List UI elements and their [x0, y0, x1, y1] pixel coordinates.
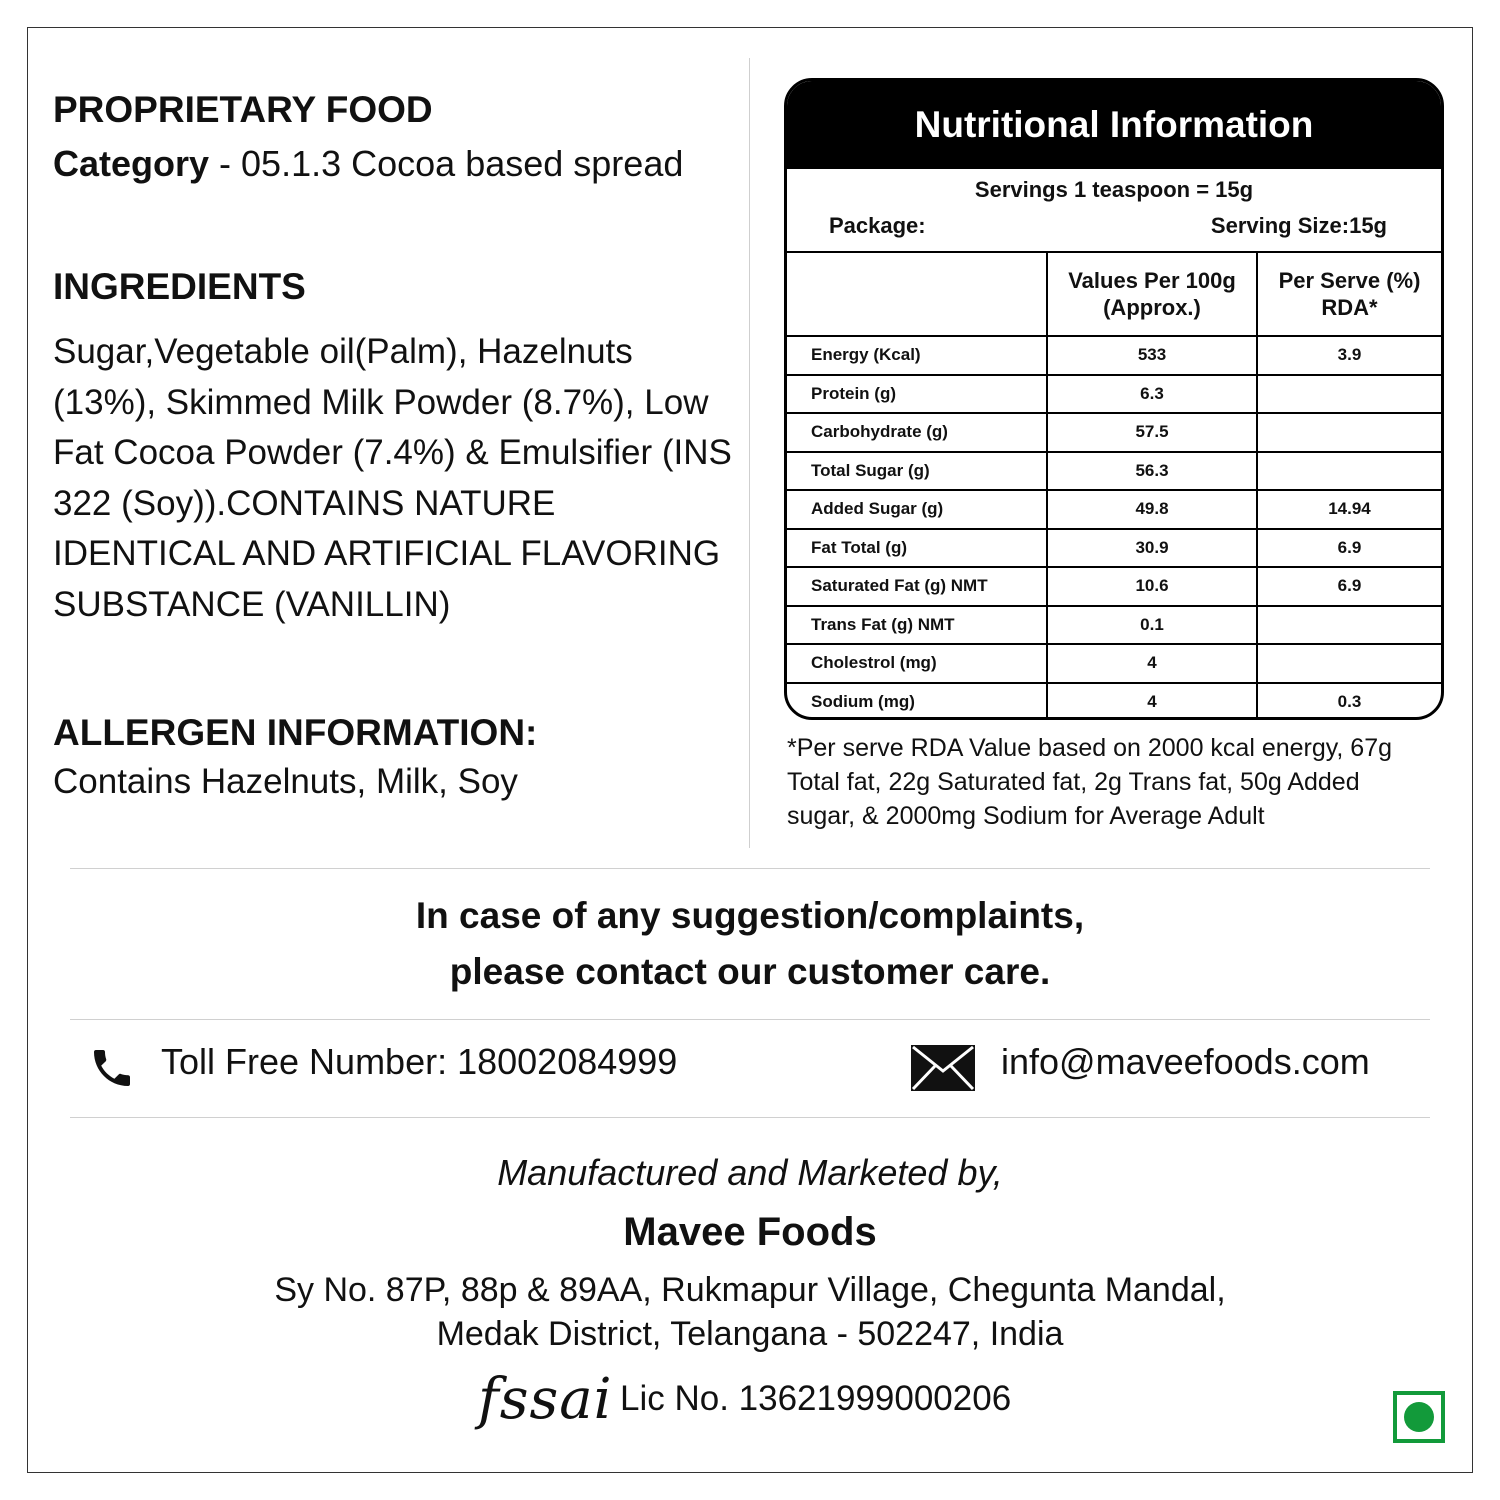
column-divider	[749, 58, 750, 848]
license-number: Lic No. 13621999000206	[620, 1379, 1012, 1418]
email-address: info@maveefoods.com	[1001, 1041, 1370, 1082]
nutrient-rda	[1257, 375, 1441, 414]
nutrient-name: Sodium (mg)	[787, 683, 1047, 721]
header-per100: Values Per 100g (Approx.)	[1047, 253, 1257, 336]
nutrient-per100: 57.5	[1047, 413, 1257, 452]
table-row	[787, 336, 1441, 375]
nutrient-per100: 4	[1047, 683, 1257, 721]
manufactured-by: Manufactured and Marketed by,	[497, 1152, 1003, 1193]
nutrient-rda: 6.9	[1257, 529, 1441, 568]
nutrient-per100: 0.1	[1047, 606, 1257, 645]
nutrient-rda	[1257, 606, 1441, 645]
nutrient-per100: 49.8	[1047, 490, 1257, 529]
header-rda: Per Serve (%) RDA*	[1257, 253, 1441, 336]
nutrient-name: Carbohydrate (g)	[787, 413, 1047, 452]
header-blank	[787, 253, 1047, 336]
table-row	[787, 452, 1441, 491]
table-row	[787, 413, 1441, 452]
fssai-logo: fssai	[478, 1367, 613, 1432]
customer-care-line-1: In case of any suggestion/complaints,	[415, 895, 1085, 936]
divider-line	[70, 1117, 1430, 1118]
nutrient-per100: 533	[1047, 336, 1257, 375]
veg-dot	[1404, 1402, 1434, 1432]
nutrient-per100: 56.3	[1047, 452, 1257, 491]
ingredients-text: Sugar,Vegetable oil(Palm), Hazelnuts (13%), Skimmed Milk Powder (8.7%), Low Fat Cocoa Powder (7.4%) & Emulsifier (INS 322 (Soy)).CONTAINS NATURE IDENTICAL AND ARTIFICIAL FLAVORING SUBSTANCE (VANILLIN)	[53, 332, 732, 624]
nutrient-per100: 4	[1047, 644, 1257, 683]
nutrition-table	[787, 253, 1441, 720]
nutrient-name: Saturated Fat (g) NMT	[787, 567, 1047, 606]
category-value: - 05.1.3 Cocoa based spread	[209, 143, 684, 184]
nutrient-name: Energy (Kcal)	[787, 336, 1047, 375]
allergen-heading: ALLERGEN INFORMATION:	[53, 712, 538, 753]
serving-info	[787, 169, 1441, 253]
nutrient-name: Trans Fat (g) NMT	[787, 606, 1047, 645]
ingredients-heading: INGREDIENTS	[53, 266, 306, 307]
left-column	[53, 88, 733, 801]
phone-icon	[88, 1044, 136, 1092]
nutrition-panel	[784, 78, 1444, 720]
table-row	[787, 644, 1441, 683]
nutrient-name: Fat Total (g)	[787, 529, 1047, 568]
table-row	[787, 375, 1441, 414]
nutrient-rda: 14.94	[1257, 490, 1441, 529]
nutrition-table-header	[787, 253, 1441, 336]
nutrient-name: Total Sugar (g)	[787, 452, 1047, 491]
nutrient-rda	[1257, 644, 1441, 683]
nutrient-per100: 6.3	[1047, 375, 1257, 414]
nutrient-rda: 6.9	[1257, 567, 1441, 606]
nutrient-rda: 3.9	[1257, 336, 1441, 375]
nutrient-rda	[1257, 452, 1441, 491]
table-row	[787, 490, 1441, 529]
divider-line	[70, 868, 1430, 869]
nutrient-rda	[1257, 413, 1441, 452]
divider-line	[70, 1019, 1430, 1020]
nutrition-title: Nutritional Information	[787, 81, 1441, 169]
customer-care-line-2: please contact our customer care.	[449, 951, 1051, 992]
toll-free-number: Toll Free Number: 18002084999	[161, 1041, 678, 1082]
category-label: Category	[53, 143, 210, 184]
table-row	[787, 606, 1441, 645]
envelope-icon	[911, 1045, 975, 1091]
servings-text: Servings 1 teaspoon = 15g	[974, 177, 1254, 202]
company-name: Mavee Foods	[623, 1210, 877, 1254]
allergen-text: Contains Hazelnuts, Milk, Soy	[53, 762, 518, 801]
product-type-heading: PROPRIETARY FOOD	[53, 89, 433, 130]
address-line-2: Medak District, Telangana - 502247, India	[436, 1315, 1064, 1353]
nutrient-per100: 30.9	[1047, 529, 1257, 568]
table-row	[787, 683, 1441, 721]
nutrient-name: Protein (g)	[787, 375, 1047, 414]
table-row	[787, 529, 1441, 568]
customer-care-message	[0, 888, 1500, 1000]
address-line-1: Sy No. 87P, 88p & 89AA, Rukmapur Village, Chegunta Mandal,	[274, 1271, 1226, 1309]
rda-footnote: *Per serve RDA Value based on 2000 kcal energy, 67g Total fat, 22g Saturated fat, 2g Trans fat, 50g Added sugar, & 2000mg Sodium for Average Adult	[787, 734, 1393, 830]
nutrient-name: Cholestrol (mg)	[787, 644, 1047, 683]
package-label: Package:	[829, 213, 926, 238]
nutrient-rda: 0.3	[1337, 692, 1362, 712]
table-row	[787, 567, 1441, 606]
nutrient-per100: 10.6	[1047, 567, 1257, 606]
serving-size: Serving Size:15g	[1210, 213, 1387, 238]
nutrient-name: Added Sugar (g)	[787, 490, 1047, 529]
veg-mark-icon	[1393, 1391, 1445, 1443]
category-line	[53, 142, 733, 186]
